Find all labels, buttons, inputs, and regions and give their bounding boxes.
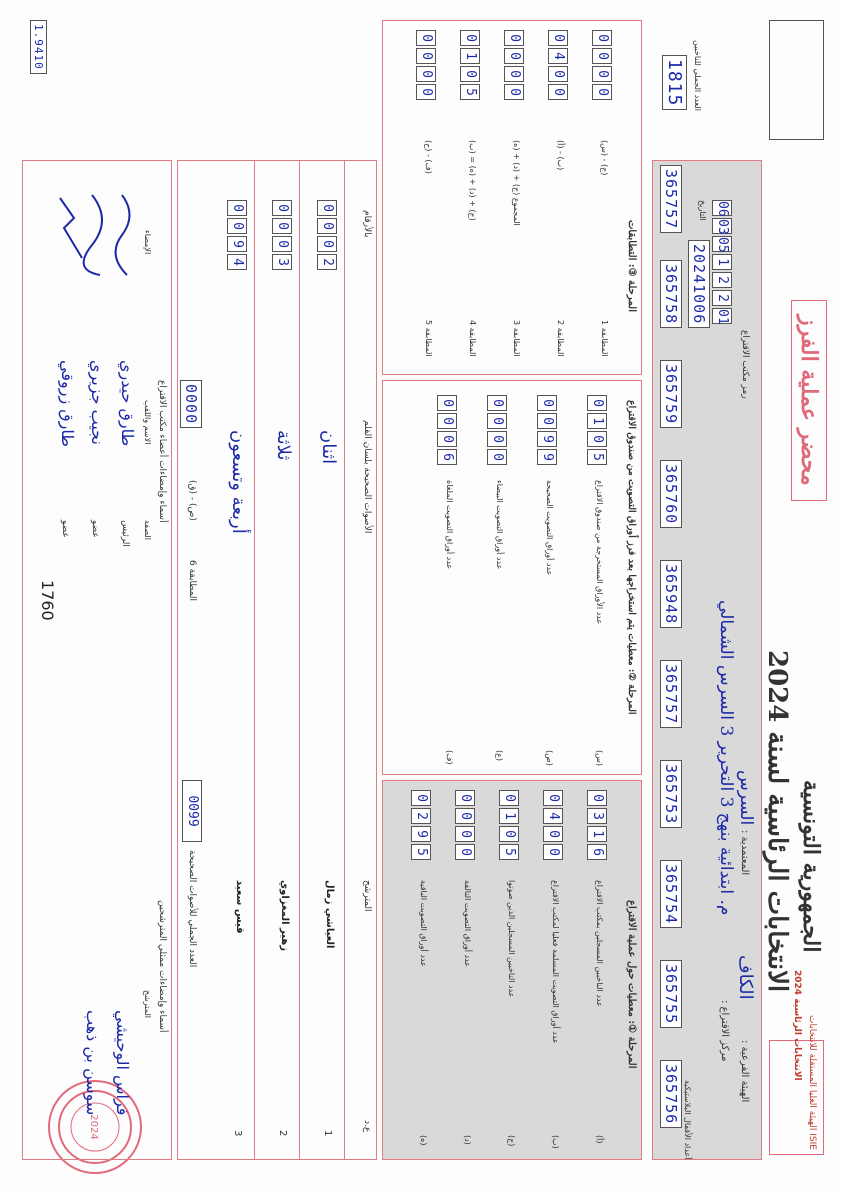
digit-cell: 0 <box>455 790 475 806</box>
digit-cell: 0 <box>537 413 557 429</box>
code-cell: 1 <box>712 254 732 270</box>
digit-cell: 0 <box>592 30 612 46</box>
digit-cell: 3 <box>272 254 292 270</box>
code-cell: 2 <box>712 272 732 288</box>
stage3-row-value <box>592 30 612 100</box>
digit-cell: 0 <box>499 826 519 842</box>
minutes-title: محضر عملية الفرز <box>791 300 827 501</box>
stage3-row-value <box>548 30 568 100</box>
stage1-row-value <box>411 790 431 860</box>
digit-cell: 0 <box>587 395 607 411</box>
stage2-row-key: (ع) <box>495 750 504 762</box>
digit-cell: 0 <box>416 48 436 64</box>
observers-title: أسماء وإمضاءات ممثلي المترشحين <box>157 900 167 1033</box>
stage3-row-label: المطابقة 5 <box>424 320 433 357</box>
digit-cell: 0 <box>460 66 480 82</box>
seal-3: 365754 <box>660 860 682 928</box>
digit-cell: 0 <box>548 66 568 82</box>
digit-cell: 6 <box>437 449 457 465</box>
stage1-row-value <box>499 790 519 860</box>
result-num: 3 <box>232 1130 243 1137</box>
digit-cell: 0 <box>587 431 607 447</box>
digit-cell: 0 <box>504 30 524 46</box>
stage3-row-label: المطابقة 4 <box>468 320 477 357</box>
stage1-row-label: عدد أوراق التصويت المسلمة فعليا لمكتب الاقتراع <box>551 880 560 1044</box>
member-name-1: طارق حيدري <box>118 360 137 447</box>
seal-6: 365948 <box>660 560 682 628</box>
col-votes-digits: بالأرقام <box>362 210 372 238</box>
digit-cell: 1 <box>587 826 607 842</box>
digit-cell: 0 <box>455 826 475 842</box>
stage1-row-label: عدد أوراق التصويت الباقية <box>419 880 428 967</box>
member-name-3: طارق زروقي <box>58 360 77 447</box>
stage3-row-value <box>460 30 480 100</box>
digit-cell: 0 <box>437 431 457 447</box>
result-candidate: قيس سعيد <box>234 880 245 934</box>
digit-cell: 0 <box>487 413 507 429</box>
result-digits <box>227 200 247 270</box>
candidate-header: المترشح <box>143 990 152 1018</box>
stage1-row-key: (ه) <box>419 1135 428 1146</box>
stage2-title: المرحلة ②: معطيات يتم استخراجها بعد فرز أوراق التصويت من صندوق الاقتراع <box>626 400 637 715</box>
digit-cell: 1 <box>587 413 607 429</box>
digit-cell: 9 <box>537 449 557 465</box>
stage3-row-value <box>504 30 524 100</box>
digit-cell: 0 <box>537 395 557 411</box>
code-cell: 06 <box>712 200 732 216</box>
stage1-row-key: (ج) <box>507 1135 516 1147</box>
seal-8: 365759 <box>660 360 682 428</box>
result-candidate: العياشي زمال <box>324 880 335 949</box>
role-1: الرئيس <box>120 520 130 547</box>
role-2: عضو <box>90 520 100 538</box>
stage3-title: المرحلة ③: التطابقات <box>626 220 637 312</box>
stage1-row-label: عدد الناخبين المسجلين بمكتب الاقتراع <box>595 880 604 1007</box>
seal-7: 365760 <box>660 460 682 528</box>
stage3-row-label: المطابقة 1 <box>600 320 609 357</box>
digit-cell: 0 <box>543 844 563 860</box>
results-row-divider <box>299 160 300 1160</box>
digit-cell: 0 <box>548 84 568 100</box>
footer-code: 1.9410 <box>30 20 47 74</box>
digit-cell: 1 <box>499 808 519 824</box>
digit-cell: 0 <box>504 84 524 100</box>
digit-cell: 6 <box>587 844 607 860</box>
stage1-row-label: عدد الناخبين المسجلين الذين صوتوا <box>507 880 516 998</box>
col-candidate: المترشح <box>362 880 372 912</box>
stage1-row-key: (ب) <box>551 1135 560 1149</box>
stage1-row-value <box>587 790 607 860</box>
form-reference-box <box>769 20 824 140</box>
date-value: 20241006 <box>688 240 710 328</box>
stage2-row-value <box>587 395 607 465</box>
digit-cell: 2 <box>411 808 431 824</box>
delegation-value: السرس <box>736 770 756 826</box>
result-words: أربعة وتسعون <box>228 430 249 534</box>
agents-title: أسماء وإمضاءات أعضاء مكتب الاقتراع <box>157 380 167 523</box>
result-num: 2 <box>277 1130 288 1137</box>
stage2-row-label: عدد أوراق التصويت البيضاء <box>495 480 504 570</box>
stage2-row-key: (س) <box>595 750 604 767</box>
digit-cell: 0 <box>460 30 480 46</box>
digit-cell: 0 <box>416 66 436 82</box>
digit-cell: 0 <box>455 844 475 860</box>
codes-title: رمز مكتب الاقتراع <box>740 330 750 399</box>
delegation-label: المعتمدية : <box>739 830 750 876</box>
stage3-row-value <box>416 30 436 100</box>
result-words: ثلاثة <box>273 430 294 461</box>
code-cell: 2 <box>712 290 732 306</box>
code-cells <box>712 200 732 324</box>
result-words: اثنان <box>318 430 339 465</box>
digit-cell: 0 <box>592 48 612 64</box>
republic-title: الجمهورية التونسية <box>798 780 824 953</box>
results-total-value <box>182 780 202 842</box>
digit-cell: 0 <box>227 200 247 216</box>
observer-name-2: سوسن بن ذهب <box>83 1010 102 1116</box>
stage2-row-key: (ف) <box>445 750 454 765</box>
svg-text:2024: 2024 <box>88 1114 99 1140</box>
seal-9: 365758 <box>660 260 682 328</box>
digit-cell: 0 <box>272 236 292 252</box>
digit-cell: 0 <box>487 431 507 447</box>
digit-cell: 3 <box>587 808 607 824</box>
stage1-row-value <box>455 790 475 860</box>
final-seal: 365757 <box>660 165 682 233</box>
stage3-row-formula: (ج) - (س) <box>600 140 609 176</box>
stage3-row-label: المطابقة 3 <box>512 320 521 357</box>
seal-5: 365757 <box>660 660 682 728</box>
isie-logo-text: ISIE الهيئة العليا المستقلة للانتخابات <box>807 1015 817 1150</box>
digit-cell: 0 <box>317 200 337 216</box>
digit-cell: 1 <box>460 48 480 64</box>
digit-cell: 0 <box>543 826 563 842</box>
results-total-label: العدد الجملي للأصوات الصحيحة <box>187 850 197 968</box>
seal-2: 365755 <box>660 960 682 1028</box>
results-row-divider <box>254 160 255 1160</box>
center-label: مركز الاقتراع : <box>719 1000 730 1062</box>
check-formula: (ص) - (ق) <box>187 480 197 521</box>
stage2-row-key: (ص) <box>545 750 554 766</box>
digit-cell: 4 <box>548 48 568 64</box>
digit-cell: 0 <box>548 30 568 46</box>
digit-cell: 0 <box>317 236 337 252</box>
name-header: الاسم واللقب <box>143 400 152 445</box>
digit-cell: 0 <box>504 66 524 82</box>
digit-cell: 9 <box>411 826 431 842</box>
result-num: 1 <box>322 1130 333 1137</box>
digit-cell: 0 <box>499 790 519 806</box>
observer-name-1: فراس الوحيشي <box>113 1010 132 1116</box>
result-candidate: زهير المغزاوي <box>279 880 290 952</box>
stage2-row-value <box>537 395 557 465</box>
digit-cell: 4 <box>543 808 563 824</box>
digit-cell: 9 <box>537 431 557 447</box>
digit-cell: 5 <box>411 844 431 860</box>
digit-cell: 0 <box>455 808 475 824</box>
digit-cell: 0 <box>227 218 247 234</box>
code-cell: 05 <box>712 236 732 252</box>
code-cell: 03 <box>712 218 732 234</box>
digit-cell: 0 <box>587 790 607 806</box>
stage2-row-value <box>487 395 507 465</box>
digit-cell: 9 <box>227 236 247 252</box>
stage3-row-formula: (ب) - (أ) <box>556 140 565 171</box>
region-label: الهيئة الفرعية : <box>739 1040 750 1103</box>
digit-cell: 0 <box>592 84 612 100</box>
digit-cell: 4 <box>227 254 247 270</box>
digit: 0099 <box>182 780 202 842</box>
result-digits <box>317 200 337 270</box>
results-table <box>177 160 377 1160</box>
check-value: 0000 <box>180 380 202 428</box>
digit-cell: 0 <box>504 48 524 64</box>
digit-cell: 5 <box>499 844 519 860</box>
digit-cell: 0 <box>317 218 337 234</box>
digit-cell: 0 <box>416 84 436 100</box>
stage2-row-label: عدد أوراق التصويت الملغاة <box>445 480 454 570</box>
election-title: الانتخابات الرئاسية لسنة 2024 <box>762 650 792 993</box>
member-name-2: نجيب جزيري <box>88 360 107 445</box>
stage1-title: المرحلة ①: معطيات حول عملية الاقتراع <box>626 900 637 1069</box>
total-electors-value: 1815 <box>662 55 687 110</box>
digit-cell: 0 <box>272 218 292 234</box>
digit-cell: 0 <box>437 395 457 411</box>
stage3-row-label: المطابقة 2 <box>556 320 565 357</box>
seal-4: 365753 <box>660 760 682 828</box>
election-logo-text: الانتخابات الرئاسية 2024 <box>792 970 802 1081</box>
digit-cell: 5 <box>460 84 480 100</box>
signature-scribbles <box>42 190 142 290</box>
digit-cell: 2 <box>317 254 337 270</box>
code-cell: 01 <box>712 308 732 324</box>
digit-cell: 5 <box>587 449 607 465</box>
sign-header: الإمضاء <box>143 230 152 255</box>
page-number: 1760 <box>38 580 57 621</box>
stage2-row-label: عدد الأوراق المستخرجة من صندوق الاقتراع <box>595 480 604 625</box>
region-value: الكاف <box>735 955 756 1000</box>
check-label: المطابقة 6 <box>187 560 197 602</box>
stage2-row-label: عدد أوراق التصويت الصحيحة <box>545 480 554 576</box>
stage1-row-key: (د) <box>463 1135 472 1145</box>
results-row-divider <box>344 160 345 1160</box>
digit-cell: 0 <box>543 790 563 806</box>
digit-cell: 0 <box>437 413 457 429</box>
col-votes-words: الأصوات الصحيحة بلسان القلم <box>362 420 372 534</box>
digit-cell: 0 <box>272 200 292 216</box>
digit-cell: 0 <box>487 449 507 465</box>
digit-cell: 0 <box>416 30 436 46</box>
digit-cell: 0 <box>487 395 507 411</box>
digit-cell: 0 <box>411 790 431 806</box>
role-3: عضو <box>60 520 70 538</box>
result-digits <box>272 200 292 270</box>
stage3-row-formula: المجموع (ج) + (د) + (ه) <box>512 140 521 226</box>
stage1-row-value <box>543 790 563 860</box>
stage1-row-key: (أ) <box>595 1135 604 1144</box>
seal-1: 365756 <box>660 1060 682 1128</box>
stage3-row-formula: (ف) - (ح) <box>424 140 433 174</box>
center-value: م. ابتدائية بنهج 3 التحرير 3 السرس الشمالي <box>716 600 736 916</box>
stage1-row-label: عدد أوراق التصويت التالفة <box>463 880 472 968</box>
seals-header: أعداد الأقفال البلاستيكية <box>683 1080 692 1160</box>
role-header: الصفة <box>143 520 152 540</box>
date-label: التاريخ <box>698 200 707 221</box>
stage3-row-formula: (ج) + (د) + (ه) = (ب) <box>468 140 477 221</box>
total-electors-label: العدد الجملي للناخبين <box>693 40 702 111</box>
stage2-row-value <box>437 395 457 465</box>
digit-cell: 0 <box>592 66 612 82</box>
col-num: ع.د <box>362 1120 372 1133</box>
